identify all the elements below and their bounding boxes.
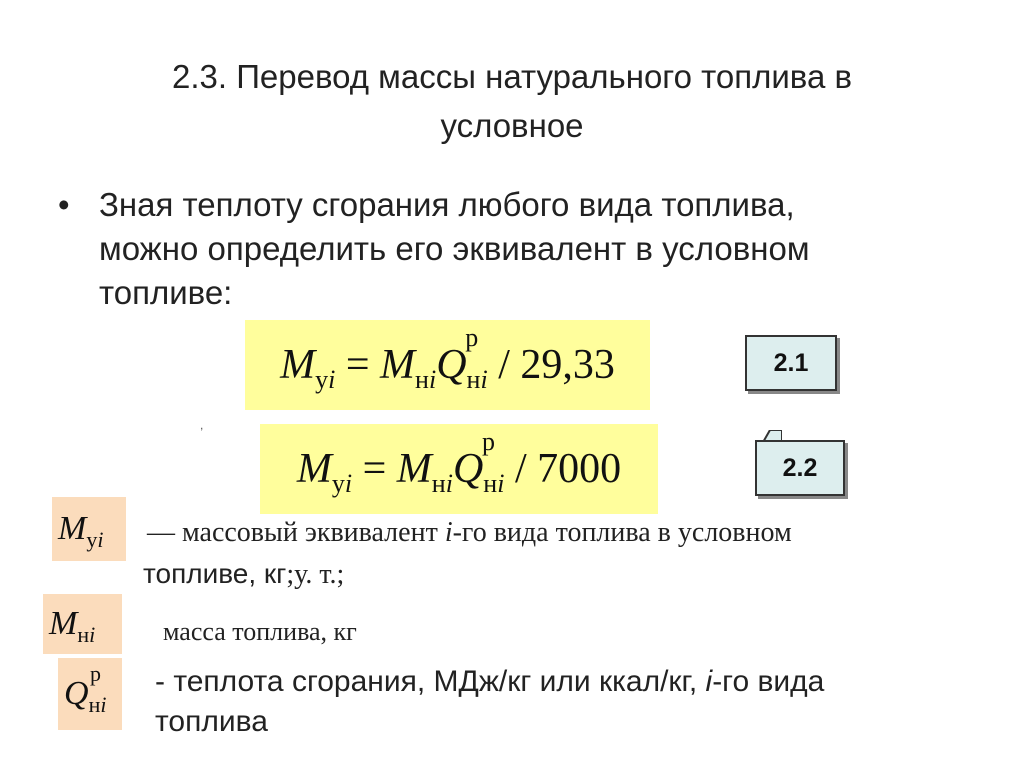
bullet-line-2: можно определить его эквивалент в условном — [99, 230, 810, 267]
legend-1-text-post: -го вида топлива в условном — [452, 517, 792, 548]
legend-1-text-pre: — массовый эквивалент — [147, 517, 445, 548]
bullet-line-1: Зная теплоту сгорания любого вида топлива, — [99, 186, 795, 223]
legend-3-index: i — [100, 692, 107, 717]
formula-2-q-index: i — [497, 469, 505, 498]
bullet-line-3: топливе: — [99, 274, 233, 311]
bullet-paragraph — [99, 183, 989, 315]
title-line-1: 2.3. Перевод массы натурального топлива в — [171, 58, 853, 95]
formula-1-equals: = — [335, 342, 381, 388]
legend-2-line-1: масса топлива, кг — [163, 617, 357, 646]
formula-1-lhs-index: i — [328, 365, 336, 394]
formula-2-1 — [245, 320, 650, 410]
formula-2-lhs-index: i — [344, 469, 353, 498]
formula-1-lhs-sub: у — [315, 365, 329, 394]
legend-1-line-1 — [147, 515, 792, 551]
legend-3-sub: н — [88, 692, 101, 717]
formula-2-lhs-symbol: M — [296, 446, 332, 492]
legend-1-unit-b: ;у. т.; — [286, 559, 345, 590]
formula-1-divisor: / 29,33 — [487, 342, 615, 388]
formula-2-2 — [260, 424, 658, 514]
equation-label-2-2: 2.2 — [755, 440, 845, 496]
formula-1-q-index: i — [480, 365, 488, 394]
formula-1-q-symbol: Q — [436, 342, 467, 388]
legend-1-text-italic: i — [444, 517, 453, 548]
formula-1-q-sup: р — [465, 323, 479, 352]
legend-3-line-1 — [155, 662, 824, 702]
formula-1-m-index: i — [428, 365, 437, 394]
slide-title — [80, 52, 944, 150]
equation-label-2-1: 2.1 — [745, 335, 837, 391]
legend-3-text-italic: i — [705, 665, 713, 698]
legend-symbol-m-ni — [43, 594, 122, 654]
formula-2-lhs-sub: у — [331, 469, 345, 498]
legend-1-index: i — [97, 527, 104, 552]
formula-2-q-sub: н — [483, 469, 498, 498]
legend-3-text-post: -го вида — [712, 665, 825, 698]
formula-1-m-symbol: M — [380, 342, 416, 388]
formula-1-lhs-symbol: M — [280, 342, 316, 388]
formula-2-equals: = — [352, 446, 397, 492]
formula-2-q-symbol: Q — [452, 446, 484, 492]
legend-3-symbol: Q — [64, 675, 89, 712]
title-line-2: условное — [440, 107, 584, 144]
legend-symbol-m-yi — [52, 497, 126, 561]
legend-1-sub: у — [86, 527, 98, 552]
bullet-dot-icon: • — [58, 186, 70, 223]
legend-3-text-pre: - теплота сгорания, МДж/кг или ккал/кг, — [155, 665, 706, 698]
legend-1-line-2 — [143, 556, 344, 593]
formula-1-m-sub: н — [415, 365, 429, 394]
legend-3-line-2: топлива — [155, 705, 268, 738]
formula-2-m-symbol: M — [396, 446, 432, 492]
legend-2-sub: н — [77, 622, 90, 647]
formula-2-m-sub: н — [431, 469, 446, 498]
formula-1-q-sub: н — [466, 365, 481, 394]
formula-2-divisor: / 7000 — [504, 446, 622, 492]
legend-1-unit-a: топливе, кг — [143, 558, 287, 589]
stray-mark: , — [200, 418, 204, 432]
legend-2-symbol: M — [49, 605, 78, 642]
legend-3-sup: р — [90, 661, 101, 686]
legend-2-index: i — [89, 622, 96, 647]
legend-symbol-q-ni — [58, 658, 122, 730]
formula-2-q-sup: р — [481, 427, 495, 456]
formula-2-m-index: i — [445, 469, 453, 498]
legend-1-symbol: M — [58, 510, 87, 547]
